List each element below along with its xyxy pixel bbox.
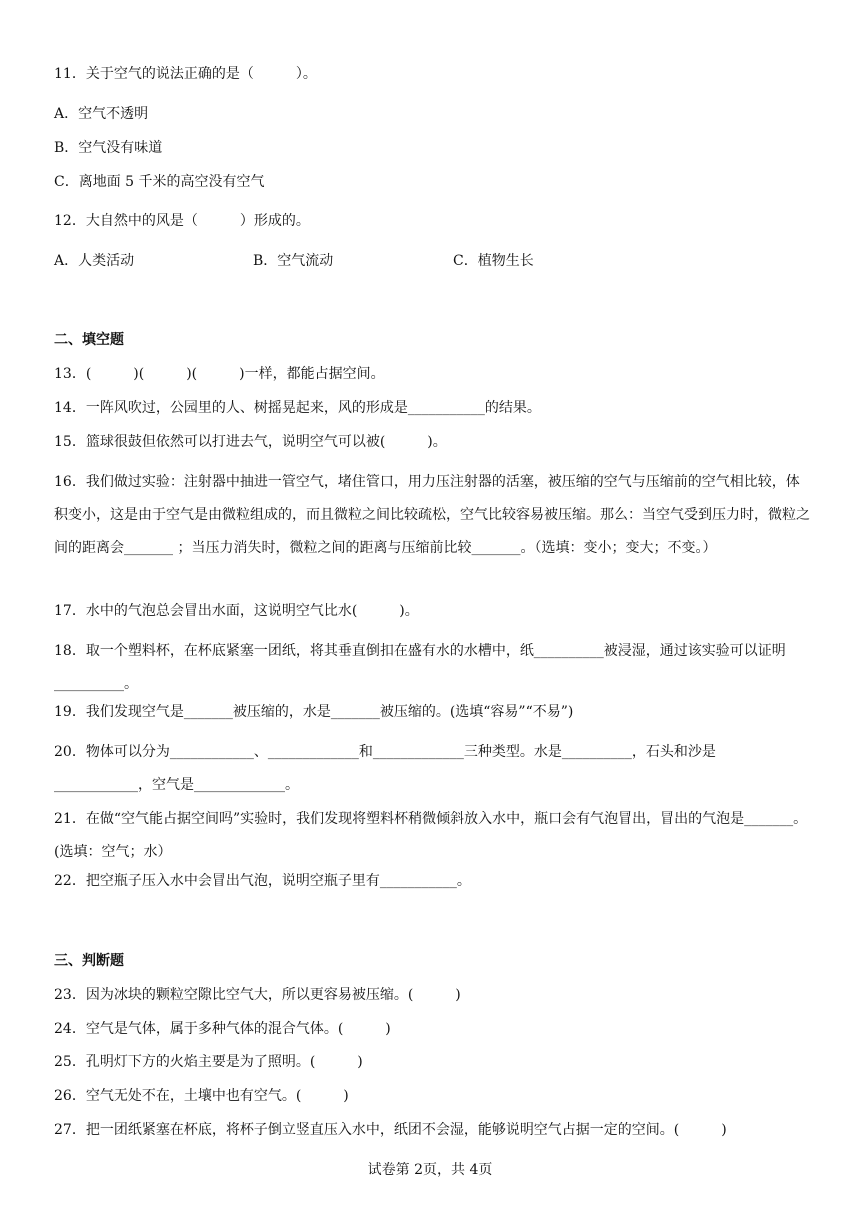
q19: 19．我们发现空气是_______被压缩的，水是_______被压缩的。(选填“容易”“不易”) bbox=[54, 704, 574, 720]
q22: 22．把空瓶子压入水中会冒出气泡，说明空瓶子里有___________。 bbox=[54, 873, 471, 889]
q24: 24．空气是气体，属于多种气体的混合气体。( ) bbox=[54, 1021, 391, 1037]
q14: 14．一阵风吹过，公园里的人、树摇晃起来，风的形成是___________的结果。 bbox=[54, 400, 541, 416]
q11-option-b: B．空气没有味道 bbox=[54, 140, 163, 156]
q16: 16．我们做过实验：注射器中抽进一管空气，堵住管口，用力压注射器的活塞，被压缩的空气与压缩前的空气相比较，体积变小，这是由于空气是由微粒组成的，而且微粒之间比较疏松，空气比较容易被压缩。那么：当空气受到压力时，微粒之间的距离会_______ ；当压力消失时，微粒之间的距离与压缩前比较_______。（选填：变小；变大；不变。） bbox=[54, 474, 810, 556]
q12-option-c: C．植物生长 bbox=[453, 253, 534, 269]
q25: 25．孔明灯下方的火焰主要是为了照明。( ) bbox=[54, 1054, 363, 1070]
q20: 20．物体可以分为____________、_____________和_____________三种类型。水是__________，石头和沙是____________，空气是_____________。 bbox=[54, 744, 716, 793]
q12-stem: 12．大自然中的风是（ ）形成的。 bbox=[54, 213, 310, 229]
q11-option-c: C．离地面 5 千米的高空没有空气 bbox=[54, 174, 265, 190]
q27: 27．把一团纸紧塞在杯底，将杯子倒立竖直压入水中，纸团不会湿，能够说明空气占据一定的空间。( ) bbox=[54, 1122, 727, 1138]
page-footer: 试卷第 2页，共 4页 bbox=[367, 1162, 493, 1178]
q26: 26．空气无处不在，土壤中也有空气。( ) bbox=[54, 1088, 349, 1104]
q18: 18．取一个塑料杯，在杯底紧塞一团纸，将其垂直倒扣在盛有水的水槽中，纸__________被浸湿，通过该实验可以证明__________。 bbox=[54, 643, 786, 692]
q13: 13．( )( )( )一样，都能占据空间。 bbox=[54, 366, 385, 382]
section3-title: 三、判断题 bbox=[54, 953, 124, 969]
q15: 15．篮球很鼓但依然可以打进去气，说明空气可以被( )。 bbox=[54, 434, 447, 450]
q11-stem: 11．关于空气的说法正确的是（ ）。 bbox=[54, 66, 317, 82]
section2-title: 二、填空题 bbox=[54, 332, 124, 348]
q11-option-a: A．空气不透明 bbox=[54, 106, 149, 122]
q21: 21．在做“空气能占据空间吗”实验时，我们发现将塑料杯稍微倾斜放入水中，瓶口会有气泡冒出，冒出的气泡是_______。(选填：空气；水） bbox=[54, 811, 808, 860]
q12-option-b: B．空气流动 bbox=[253, 253, 334, 269]
q23: 23．因为冰块的颗粒空隙比空气大，所以更容易被压缩。( ) bbox=[54, 987, 461, 1003]
q12-option-a: A．人类活动 bbox=[54, 253, 135, 269]
q17: 17．水中的气泡总会冒出水面，这说明空气比水( )。 bbox=[54, 603, 419, 619]
